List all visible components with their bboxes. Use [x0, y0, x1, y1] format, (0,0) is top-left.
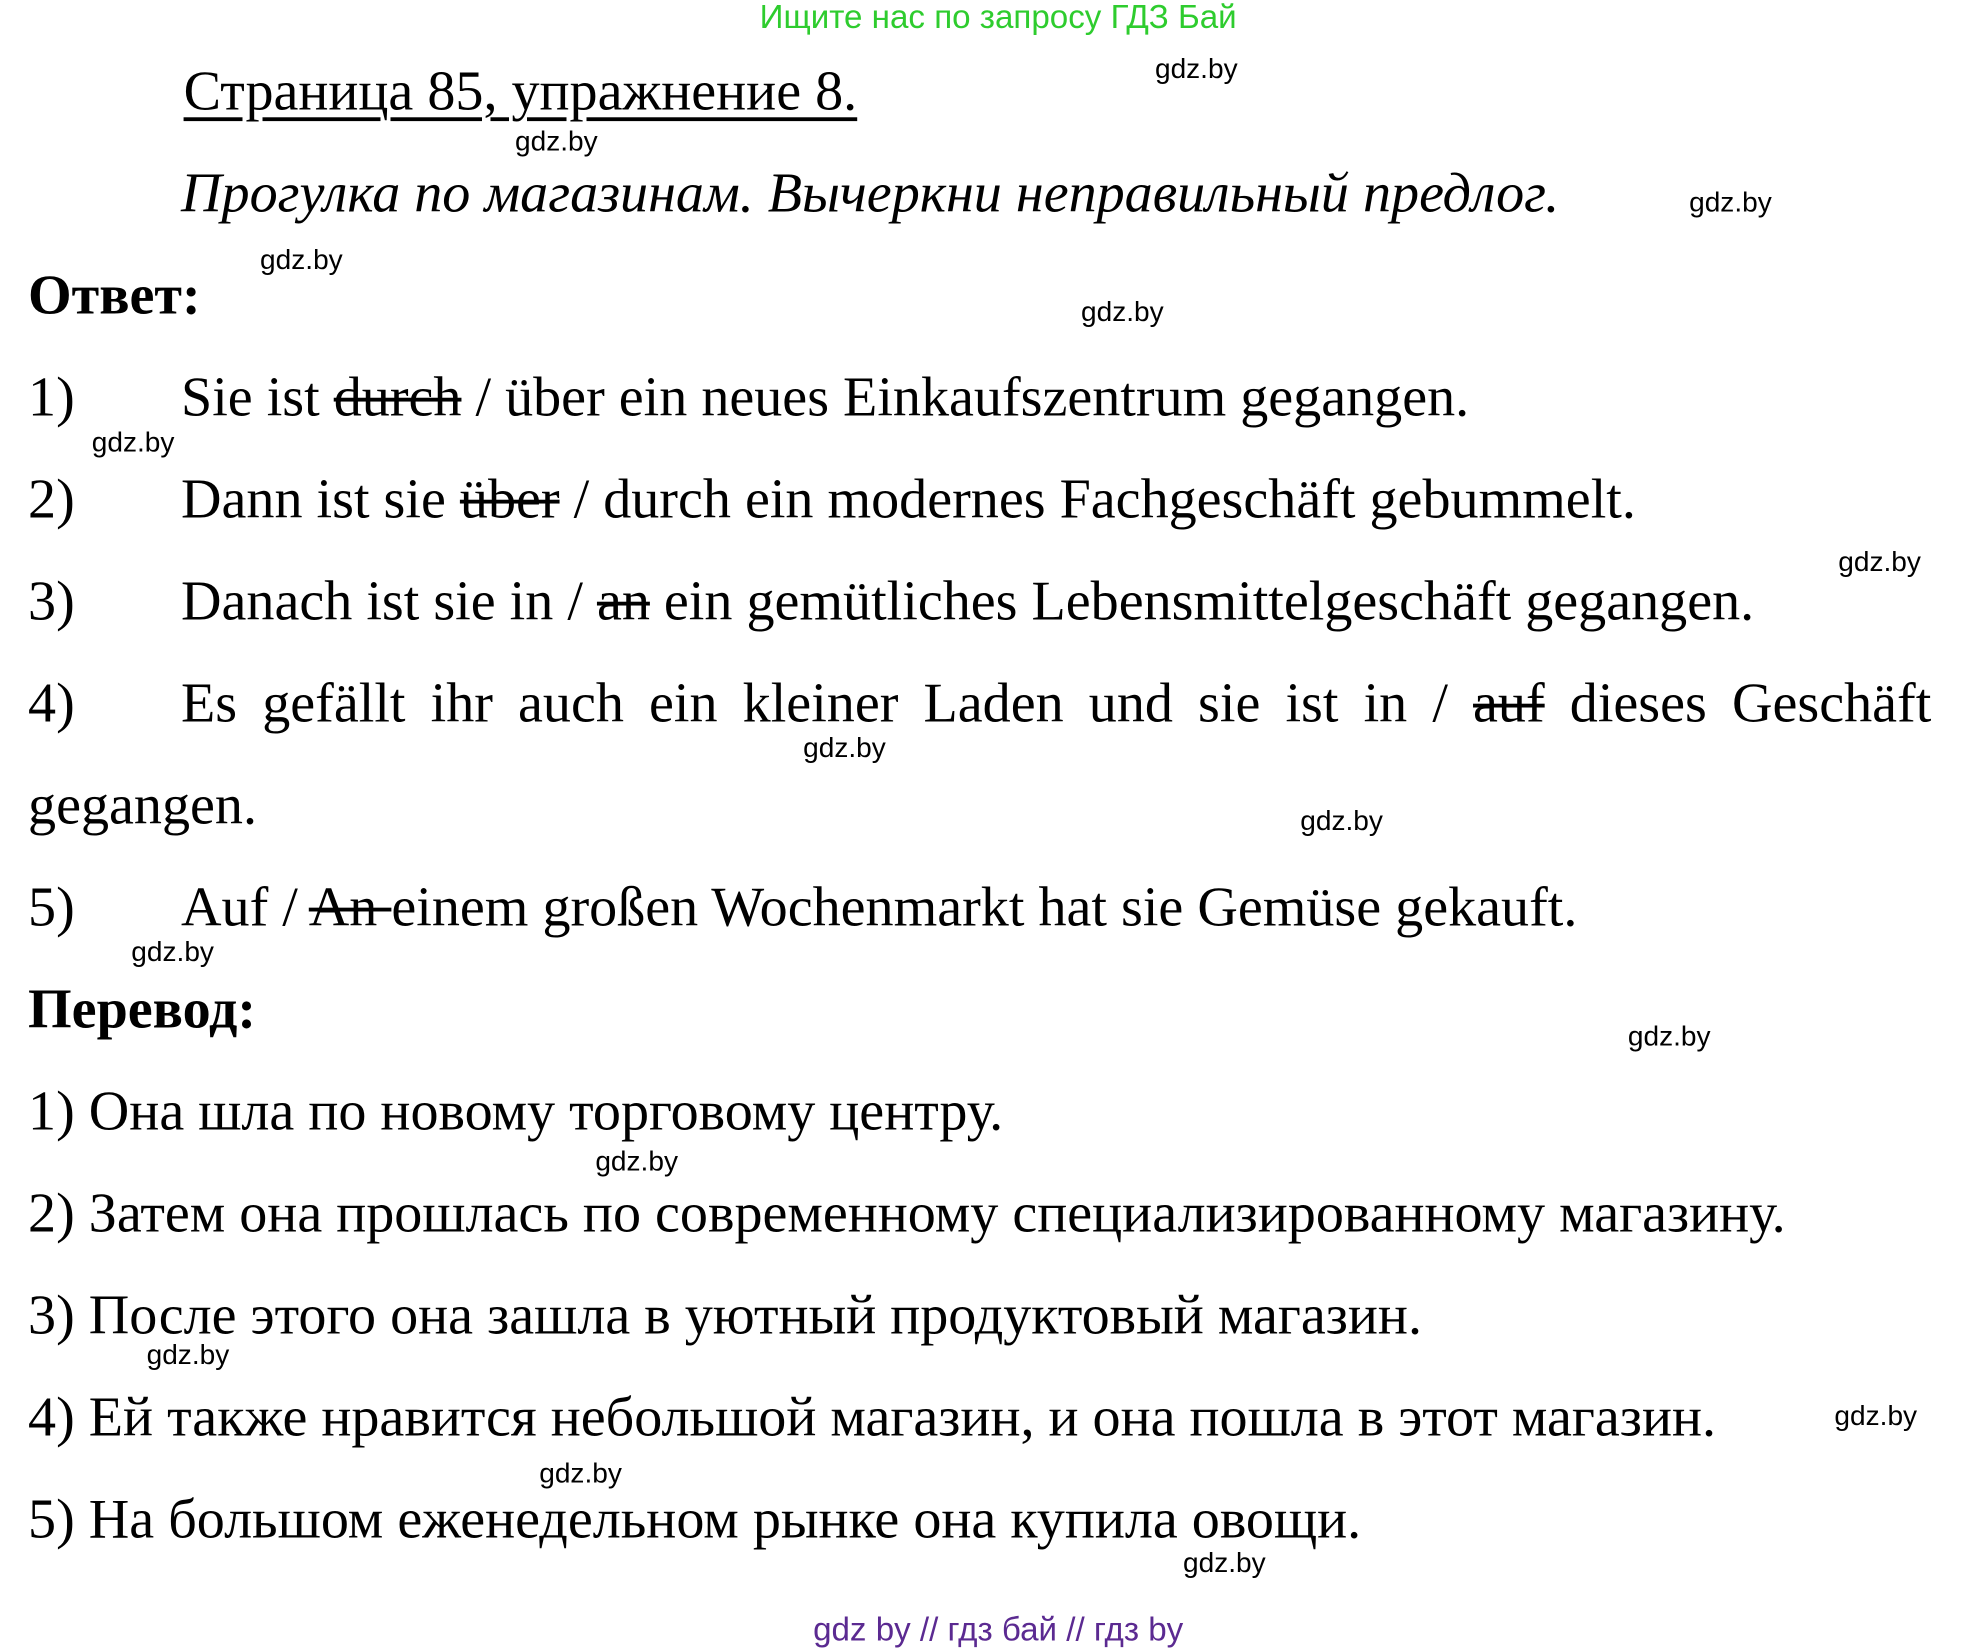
answer-continuation: gegangen.: [28, 773, 257, 837]
watermark: gdz.by: [1627, 1019, 1711, 1052]
answer-line: [181, 467, 1636, 531]
watermark: gdz.by: [1300, 804, 1383, 837]
answer-line: [181, 671, 1932, 737]
translation-heading: Перевод:: [28, 977, 257, 1041]
answer-text: / durch ein modernes Fachgeschäft gebummelt.: [559, 467, 1636, 531]
answer-text: einem großen Wochenmarkt hat sie Gemüse gekauft.: [391, 875, 1578, 939]
answer-number: 1): [28, 365, 75, 429]
exercise-instruction: Прогулка по магазинам. Вычеркни неправильный предлог.: [181, 161, 1560, 225]
struck-preposition: über: [459, 467, 560, 531]
watermark: gdz.by: [1183, 1546, 1266, 1579]
watermark: gdz.by: [131, 935, 214, 968]
answer-text: dieses Geschäft: [1544, 671, 1932, 735]
watermark: gdz.by: [1154, 52, 1238, 85]
watermark: gdz.by: [595, 1144, 678, 1177]
answer-text: Auf /: [181, 875, 309, 939]
watermark: gdz.by: [260, 243, 343, 276]
watermark: gdz.by: [1081, 295, 1164, 328]
answer-line: [181, 875, 1578, 939]
translation-line: 5) На большом еженедельном рынке она купила овощи.: [28, 1487, 1362, 1551]
answer-text: / über ein neues Einkaufszentrum gegangen.: [461, 365, 1470, 429]
watermark: gdz.by: [1689, 186, 1772, 218]
answer-line: [181, 365, 1470, 429]
answer-text: Es gefällt ihr auch ein kleiner Laden und sie ist in /: [181, 671, 1474, 735]
watermark: gdz.by: [91, 425, 175, 458]
footer-links: gdz by // гдз бай // гдз by: [813, 1610, 1184, 1648]
search-banner: Ищите нас по запросу ГДЗ Бай: [759, 0, 1237, 36]
struck-preposition: an: [596, 569, 650, 633]
answer-text: Danach ist sie in /: [181, 569, 597, 633]
struck-preposition: auf: [1473, 671, 1545, 735]
translation-line: 1) Она шла по новому торговому центру.: [28, 1079, 1004, 1143]
watermark: gdz.by: [539, 1457, 622, 1489]
page-title: Страница 85, упражнение 8.: [183, 59, 858, 123]
watermark: gdz.by: [515, 124, 598, 157]
struck-preposition: durch: [333, 365, 462, 429]
answer-number: 5): [28, 875, 75, 939]
answer-text: Sie ist: [181, 365, 334, 429]
answer-text: ein gemütliches Lebensmittelgeschäft gegangen.: [649, 569, 1755, 633]
translation-line: 3) После этого она зашла в уютный продуктовый магазин.: [28, 1283, 1422, 1347]
struck-preposition: An: [308, 875, 392, 939]
translation-line: 2) Затем она прошлась по современному специализированному магазину.: [28, 1181, 1786, 1245]
answer-line: [181, 569, 1755, 633]
answer-number: 3): [28, 569, 75, 633]
watermark: gdz.by: [1834, 1399, 1918, 1432]
answer-number: 2): [28, 467, 75, 531]
answer-number: 4): [28, 671, 75, 735]
answer-heading: Ответ:: [28, 263, 201, 327]
answer-text: Dann ist sie: [181, 467, 460, 531]
translation-line: 4) Ей также нравится небольшой магазин, и она пошла в этот магазин.: [28, 1385, 1717, 1449]
watermark: gdz.by: [803, 731, 886, 764]
watermark: gdz.by: [1838, 545, 1921, 578]
watermark: gdz.by: [146, 1338, 230, 1371]
